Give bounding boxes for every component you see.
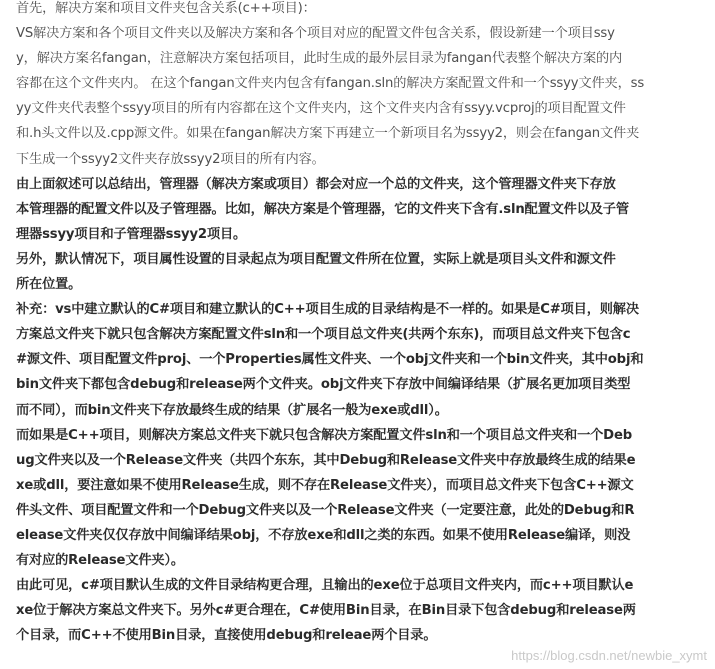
text-line: yy文件夹代表整个ssyy项目的所有内容都在这个文件夹内，这个文件夹内含有ssyy.vcproj的项目配置文件 — [16, 101, 626, 117]
text-line: 理器ssyy项目和子管理器ssyy2项目。 — [16, 226, 247, 242]
text-line: 个目录，而C++不使用Bin目录，直接使用debug和releae两个目录。 — [16, 628, 437, 644]
text-line: elease文件夹仅仅存放中间编译结果obj，不存放exe和dll之类的东西。如果不使用Release编译，则没 — [16, 527, 631, 543]
text-line: y，解决方案名fangan，注意解决方案包括项目，此时生成的最外层目录为fangan代表整个解决方案的内 — [16, 51, 623, 67]
text-line: 由上面叙述可以总结出，管理器（解决方案或项目）都会对应一个总的文件夹，这个管理器文件夹下存放 — [16, 176, 616, 192]
text-line: 本管理器的配置文件以及子管理器。比如，解决方案是个管理器，它的文件夹下含有.sln配置文件以及子管 — [16, 201, 629, 217]
paragraph-intro — [16, 0, 711, 172]
text-line: ug文件夹以及一个Release文件夹（共四个东东，其中Debug和Release文件夹中存放最终生成的结果e — [16, 452, 636, 468]
text-line: 方案总文件夹下就只包含解决方案配置文件sln和一个项目总文件夹(共两个东东)，而项目总文件夹下包含c — [16, 327, 631, 343]
text-line: 而不同），而bin文件夹下存放最终生成的结果（扩展名一般为exe或dll）。 — [16, 402, 448, 418]
text-line: #源文件、项目配置文件proj、一个Properties属性文件夹、一个obj文件夹和一个bin文件夹，其中obj和 — [16, 352, 644, 368]
text-line: 下生成一个ssyy2文件夹存放ssyy2项目的所有内容。 — [16, 151, 325, 167]
paragraph-summary — [16, 172, 711, 247]
text-line: 所在位置。 — [16, 277, 82, 293]
text-line: 容都在这个文件夹内。 在这个fangan文件夹内包含有fangan.sln的解决方案配置文件和一个ssyy文件夹，ss — [16, 76, 645, 92]
paragraph-csharp-structure — [16, 297, 711, 422]
paragraph-conclusion — [16, 573, 711, 648]
text-line: VS解决方案和各个项目文件夹以及解决方案和各个项目对应的配置文件包含关系，假设新建一个项目ssy — [16, 26, 615, 42]
text-line: 而如果是C++项目，则解决方案总文件夹下就只包含解决方案配置文件sln和一个项目总文件夹和一个Deb — [16, 427, 633, 443]
article-body — [16, 0, 711, 648]
text-line: xe或dll，要注意如果不使用Release生成，则不存在Release文件夹），而项目总文件夹下包含C++源文 — [16, 477, 634, 493]
paragraph-cpp-structure — [16, 423, 711, 574]
text-line: 和.h头文件以及.cpp源文件。如果在fangan解决方案下再建立一个新项目名为ssyy2，则会在fangan文件夹 — [16, 126, 640, 142]
text-line: 件头文件、项目配置文件和一个Debug文件夹以及一个Release文件夹（一定要注意，此处的Debug和R — [16, 502, 635, 518]
paragraph-default-settings — [16, 247, 711, 297]
watermark: https://blog.csdn.net/newbie_xymt — [511, 648, 707, 663]
text-line: 补充：vs中建立默认的C#项目和建立默认的C++项目生成的目录结构是不一样的。如果是C#项目，则解决 — [16, 302, 639, 318]
text-line: 首先，解决方案和项目文件夹包含关系(c++项目)： — [16, 1, 316, 16]
text-line: 由此可见，c#项目默认生成的文件目录结构更合理，且输出的exe位于总项目文件夹内，而c++项目默认e — [16, 578, 634, 594]
text-line: bin文件夹下都包含debug和release两个文件夹。obj文件夹下存放中间编译结果（扩展名更加项目类型 — [16, 377, 631, 393]
text-line: 有对应的Release文件夹）。 — [16, 553, 184, 569]
text-line: 另外，默认情况下，项目属性设置的目录起点为项目配置文件所在位置，实际上就是项目头文件和源文件 — [16, 251, 616, 267]
text-line: xe位于解决方案总文件夹下。另外c#更合理在，C#使用Bin目录，在Bin目录下包含debug和release两 — [16, 603, 636, 619]
